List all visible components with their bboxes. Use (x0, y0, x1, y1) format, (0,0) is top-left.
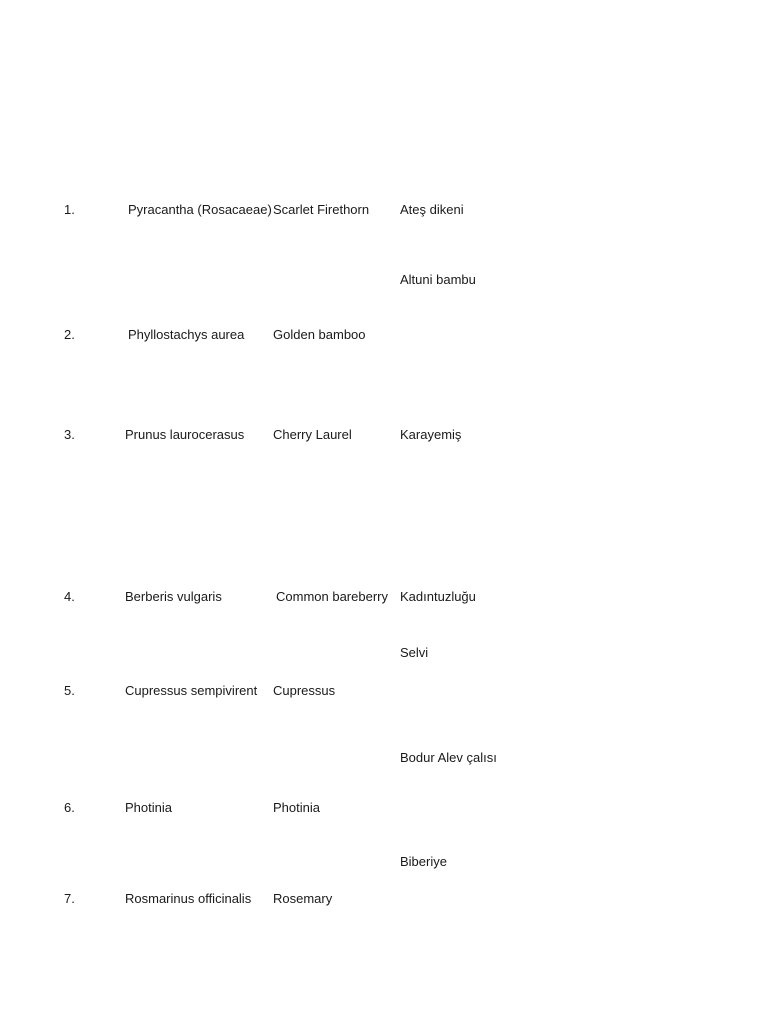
latin-name: Rosmarinus officinalis (125, 891, 252, 906)
turkish-name: Kadıntuzluğu (400, 589, 476, 604)
english-name: Cupressus (273, 683, 336, 698)
latin-name: Pyracantha (Rosacaeae) (128, 202, 272, 217)
turkish-name: Altuni bambu (400, 272, 476, 287)
english-name: Rosemary (273, 891, 333, 906)
english-name: Scarlet Firethorn (273, 202, 370, 217)
row-number: 2. (64, 327, 75, 342)
turkish-name: Biberiye (400, 854, 447, 869)
turkish-name: Bodur Alev çalısı (400, 750, 497, 765)
row-number: 6. (64, 800, 75, 815)
turkish-name: Ateş dikeni (400, 202, 464, 217)
english-name: Common bareberry (276, 589, 388, 604)
row-number: 3. (64, 427, 75, 442)
english-name: Photinia (273, 800, 320, 815)
row-number: 1. (64, 202, 75, 217)
latin-name: Photinia (125, 800, 172, 815)
latin-name: Phyllostachys aurea (128, 327, 245, 342)
row-number: 7. (64, 891, 75, 906)
latin-name: Prunus laurocerasus (125, 427, 245, 442)
latin-name: Cupressus sempivirent (125, 683, 258, 698)
english-name: Cherry Laurel (273, 427, 352, 442)
row-number: 4. (64, 589, 75, 604)
row-number: 5. (64, 683, 75, 698)
latin-name: Berberis vulgaris (125, 589, 222, 604)
english-name: Golden bamboo (273, 327, 366, 342)
turkish-name: Karayemiş (400, 427, 462, 442)
turkish-name: Selvi (400, 645, 429, 660)
